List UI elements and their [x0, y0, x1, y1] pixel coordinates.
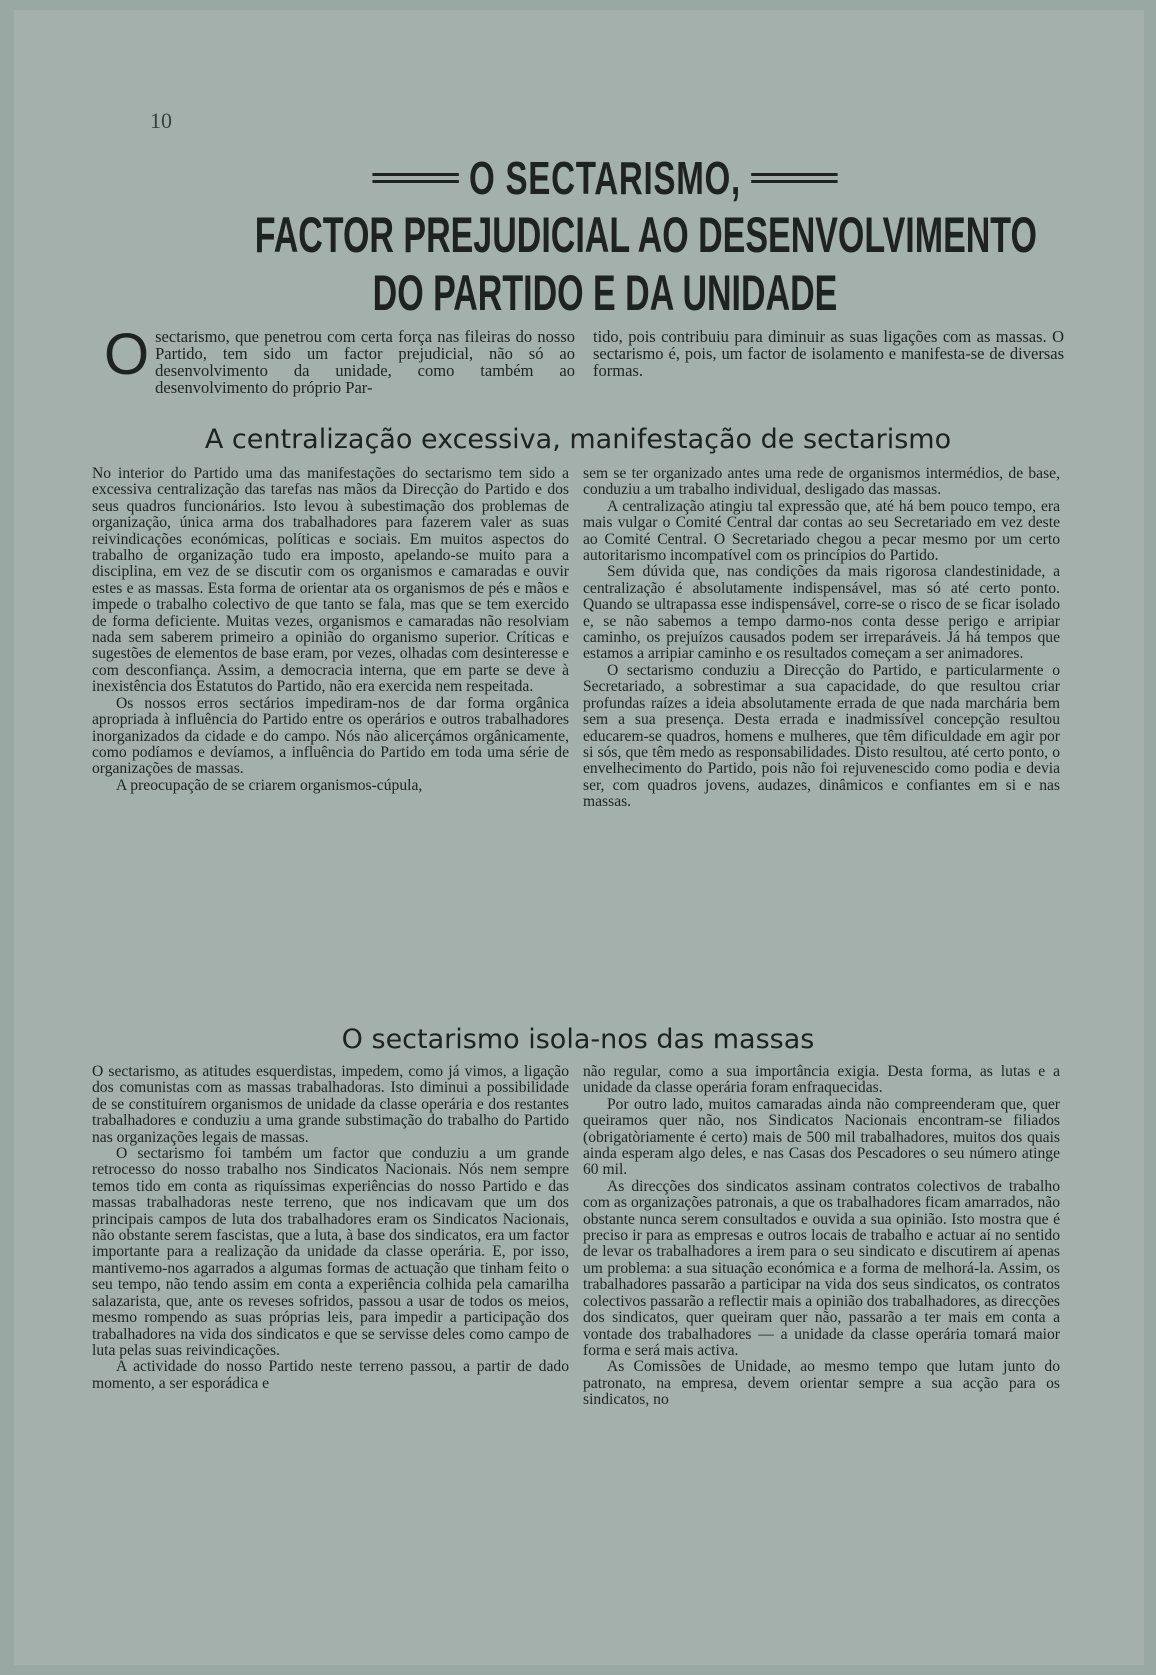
paragraph: A centralização atingiu tal expressão que, até há bem pouco tempo, era mais vulgar o Comité Central dar contas ao seu Secretariado em vez deste ao Comité Central. O Secretariado chegou a pecar mesmo por um certo autoritarismo incompatível com os princípios do Partido.: [583, 497, 1060, 565]
paragraph: As direcções dos sindicatos assinam contratos colectivos de trabalho com as organizações patronais, a que os trabalhadores ficam amarrados, não obstante nunca serem consultados e ouvida a sua opinião. Isto mostra que é preciso ir para as empresas e outros locais de trabalho e actuar aí no sentido de levar os trabalhadores a irem para o seu sindicato e discutirem aí apenas um problema: a sua situação económica e a forma de melhorá-la. Assim, os trabalhadores passarão a participar na vida dos seus sindicatos, os contratos colectivos passarão a reflectir mais a opinião dos trabalhadores, as direcções dos sindicatos, quer queiram quer não, passarão a ter mais em conta a vontade dos trabalhadores — a unidade da classe operária tomará maior forma e será mais activa.: [583, 1177, 1060, 1359]
paragraph: Sem dúvida que, nas condições da mais rigorosa clandestinidade, a centralização é absolutamente indispensável, mas só até certo ponto. Quando se ultrapassa esse indispensável, corre-se o risco de se ficar isolado e, se não sabemos a tempo darmo-nos conta desse perigo e arripiar caminho, os prejuízos causados podem ser irreparáveis. Já há tempos que estamos a arripiar caminho e os resultados começam a ser animadores.: [583, 563, 1060, 663]
paragraph: No interior do Partido uma das manifestações do sectarismo tem sido a excessiva centralização das tarefas nas mãos da Direcção do Partido e dos seus quadros funcionários. Isto levou à subestimação dos problemas de organização, única arma dos trabalhadores para fazerem valer as suas reivindicações económicas, políticas e sociais. Em muitos aspectos do trabalho de organização tudo era imposto, apelando-se muito para a disciplina, em vez de se discutir com os organismos e camaradas e ouvir estes e as massas. Esta forma de orientar ata os organismos de pés e mãos e impede o trabalho colectivo de que tanto se fala, mas que se tem exercido de forma deficiente. Muitas vezes, organismos e camaradas não resolviam nada sem saberem primeiro a opinião do organismo superior. Críticas e sugestões de elementos de base eram, por vezes, olhadas com desinteresse e com desconfiança. Assim, a democracia interna, que em parte se deve à inexistência dos Estatutos do Partido, não era exercida nem respeitada.: [92, 465, 569, 696]
section-2-col-2: [583, 1064, 1060, 1409]
section-2-heading: O sectarismo isola-nos das massas: [341, 1024, 815, 1055]
title-line-2: FACTOR PREJUDICIAL AO DESENVOLVIMENTO: [254, 207, 1037, 263]
paragraph: A actividade do nosso Partido neste terreno passou, a partir de dado momento, a ser esporádica e: [92, 1358, 569, 1392]
section-1-col-2: [583, 466, 1060, 811]
title-line-1: [234, 150, 976, 206]
title-rule-left: [373, 173, 459, 183]
paragraph: não regular, como a sua importância exigia. Desta forma, as lutas e a unidade da classe operária foram enfraquecidas.: [583, 1063, 1060, 1097]
paragraph: As Comissões de Unidade, ao mesmo tempo que lutam junto do patronato, na empresa, devem orientar sempre a sua acção para os sindicatos, no: [583, 1358, 1060, 1409]
paragraph: Os nossos erros sectários impediram-nos de dar forma orgânica apropriada à influência do Partido entre os operários e outros trabalhadores inorganizados da cidade e do campo. Nós não alicerçámos orgânicamente, como podíamos e devíamos, a influência do Partido em toda uma série de organizações de massas.: [92, 694, 569, 778]
section-2-col-1: [92, 1064, 569, 1409]
paragraph: A preocupação de se criarem organismos-cúpula,: [116, 776, 423, 794]
title-line-3: DO PARTIDO E DA UNIDADE: [372, 265, 838, 321]
paragraph: sem se ter organizado antes uma rede de organismos intermédios, de base, conduziu a um trabalho individual, desligado das massas.: [583, 465, 1060, 499]
intro-paragraph: [104, 322, 1064, 397]
paragraph: O sectarismo conduziu a Direcção do Partido, e particularmente o Secretariado, a sobrestimar a sua capacidade, do que resultou criar profundas raízes a ideia absolutamente errada de que nada marchária bem sem a sua presença. Desta errada e inadmissível concepção resultou educarem-se quadros, homens e mulheres, que têm dificuldade em agir por si sós, que têm medo as responsabilidades. Disto resultou, até certo ponto, o envelhecimento do Partido, pois não foi rejuvenescido como podia e devia ser, com quadros jovens, audazes, dinâmicos e confiantes em si e nas massas.: [583, 661, 1060, 811]
article-title: [90, 150, 1120, 322]
intro-col-2: tido, pois contribuiu para diminuir as suas ligações com as massas. O sectarismo é, pois, um factor de isolamento e manifesta-se de diversas formas.: [593, 327, 1064, 380]
section-1-col-1: [92, 466, 569, 811]
section-1-body: [92, 466, 1060, 811]
intro-col-1: [104, 322, 575, 397]
title-rule-right: [751, 173, 837, 183]
page-number: 10: [150, 108, 172, 133]
section-2-body: [92, 1064, 1060, 1409]
paragraph: O sectarismo, as atitudes esquerdistas, impedem, como já vimos, a ligação dos comunistas com as massas trabalhadoras. Isto diminui a possibilidade de se constituírem organismos de unidade da classe operária e dos restantes trabalhadores e conduziu a uma grande substimação do trabalho do Partido nas organizações legais de massas.: [92, 1063, 569, 1146]
paragraph: Por outro lado, muitos camaradas ainda não compreenderam que, quer queiramos quer não, nos Sindicatos Nacionais encontram-se filiados (obrigatòriamente é certo) mais de 500 mil trabalhadores, muitos dos quais ainda esperam algo deles, e nas Casas dos Pescadores o seu número atinge 60 mil.: [583, 1095, 1060, 1179]
section-1-heading: A centralização excessiva, manifestação de sectarismo: [204, 424, 952, 455]
title-line-1-text: O SECTARISMO,: [469, 152, 741, 204]
paragraph: O sectarismo foi também um factor que conduziu a um grande retrocesso do nosso trabalho nos Sindicatos Nacionais. Nós nem sempre temos tido em conta as riquíssimas experiências do nosso Partido e das massas trabalhadoras neste terreno, que nos indicavam que um dos principais campos de luta dos trabalhadores eram os Sindicatos Nacionais, não obstante serem fascistas, que a luta, à base dos sindicatos, era um factor importante para a realização da unidade da classe operária. E, por isso, mantivemo-nos agarrados a algumas formas de actuação que tinham feito o seu tempo, não tendo assim em conta a experiência colhida pela camarilha salazarista, que, ante os reveses sofridos, passou a usar de todos os meios, mesmo rompendo as suas próprias leis, para impedir a participação dos trabalhadores na vida dos sindicatos e que se servisse deles como campo de luta pelas suas reivindicações.: [92, 1145, 569, 1359]
intro-col-1-text: sectarismo, que penetrou com certa força nas fileiras do nosso Partido, tem sido um factor prejudicial, não só ao desenvolvimento da unidade, como também ao desenvolvimento do próprio Par-: [155, 327, 575, 397]
drop-cap: O: [104, 322, 150, 387]
